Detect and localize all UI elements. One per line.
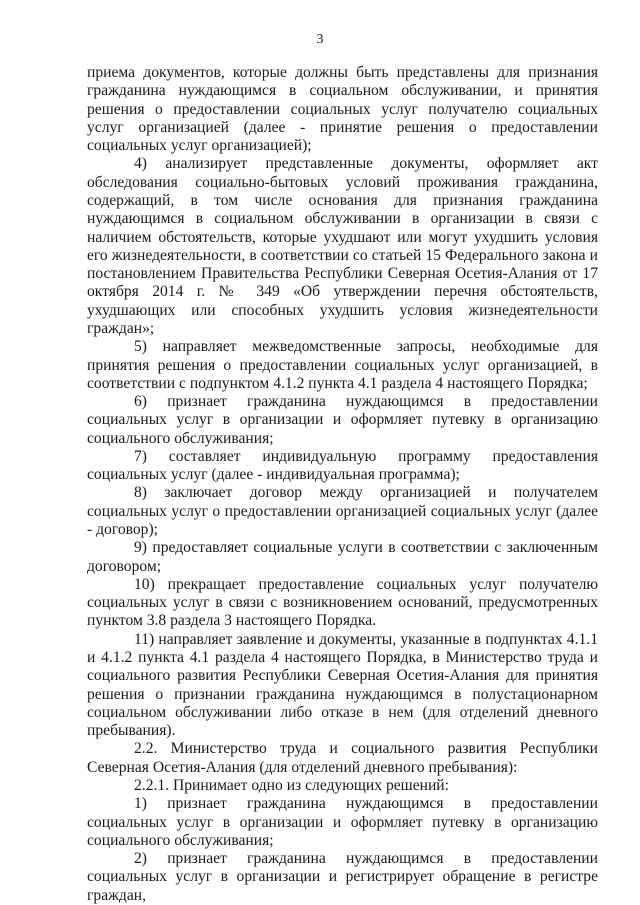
document-body <box>87 64 598 905</box>
paragraph-item-5: 5) направляет межведомственные запросы, необходимые для принятия решения о предоставлении социальных услуг организацией, в соответствии с подпунктом 4.1.2 пункта 4.1 раздела 4 настоящего Порядка; <box>87 338 598 392</box>
paragraph-section-2-2: 2.2. Министерство труда и социального развития Республики Северная Осетия-Алания (для отделений дневного пребывания): <box>87 740 598 776</box>
paragraph-section-2-2-1: 2.2.1. Принимает одно из следующих решений: <box>134 776 449 794</box>
paragraph-continuation: приема документов, которые должны быть представлены для признания гражданина нуждающимся в социальном обслуживании, и принятия решения о предоставлении социальных услуг получателю социальных услуг организацией (далее - принятие решения о предоставлении социальных услуг организацией); <box>87 64 598 155</box>
paragraph-item-11: 11) направляет заявление и документы, указанные в подпунктах 4.1.1 и 4.1.2 пункта 4.1 раздела 4 настоящего Порядка, в Министерство труда и социального развития Республики Северная Осетия-Алания для принятия решения о признании гражданина нуждающимся в полустационарном социальном обслуживании либо отказе в нем (для отделений дневного пребывания). <box>87 630 598 740</box>
paragraph-item-9: 9) предоставляет социальные услуги в соответствии с заключенным договором; <box>87 539 598 575</box>
paragraph-item-7: 7) составляет индивидуальную программу предоставления социальных услуг (далее - индивидуальная программа); <box>87 447 598 484</box>
paragraph-item-6: 6) признает гражданина нуждающимся в предоставлении социальных услуг в организации и оформляет путевку в организацию социального обслуживания; <box>87 393 598 447</box>
paragraph-decision-1: 1) признает гражданина нуждающимся в предоставлении социальных услуг в организации и оформляет путевку в организацию социального обслуживания; <box>87 795 598 849</box>
paragraph-decision-2: 2) признает гражданина нуждающимся в предоставлении социальных услуг в организации и регистрирует обращение в регистре граждан, <box>87 850 598 904</box>
paragraph-item-4: 4) анализирует представленные документы, оформляет акт обследования социально-бытовых условий проживания гражданина, содержащий, в том числе основания для признания гражданина нуждающимся в социальном обслуживании в организации в связи с наличием обстоятельств, которые ухудшают или могут ухудшить условия его жизнедеятельности, в соответствии со статьей 15 Федерального закона и постановлением Правительства Республики Северная Осетия-Алания от 17 октября 2014 г. № 349 «Об утверждении перечня обстоятельств, ухудшающих или способных ухудшить условия жизнедеятельности граждан»; <box>87 155 598 337</box>
paragraph-item-10: 10) прекращает предоставление социальных услуг получателю социальных услуг в связи с возникновением оснований, предусмотренных пунктом 3.8 раздела 3 настоящего Порядка. <box>87 575 598 630</box>
paragraph-item-8: 8) заключает договор между организацией и получателем социальных услуг о предоставлении организацией социальных услуг (далее - договор); <box>87 484 598 539</box>
page-number: 3 <box>316 32 324 47</box>
